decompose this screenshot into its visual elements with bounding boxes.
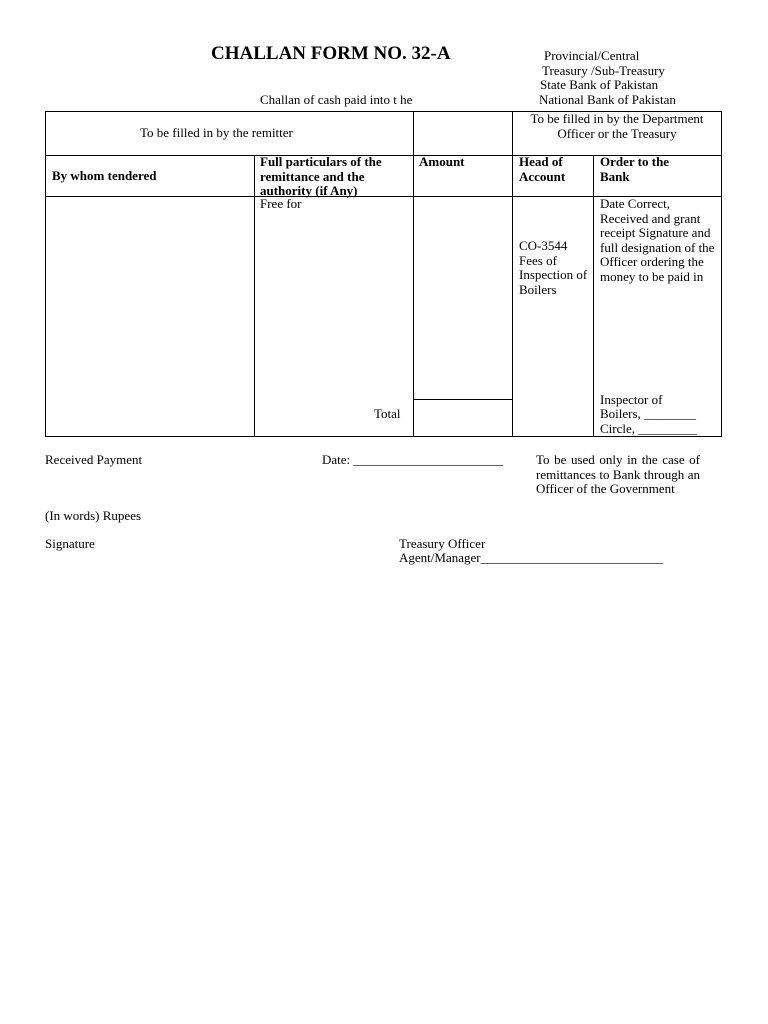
table-border-right [721,111,722,437]
received-payment-label: Received Payment [45,452,143,467]
total-line [414,399,512,400]
order-to-bank-value: Date Correct, Received and grant receipt Signature and full designation of the Officer ordering the money to be paid in [600,196,715,284]
treasury-line-4: National Bank of Pakistan [539,92,676,107]
remittance-note: To be used only in the case of remittances to Bank through an Officer of the Government [536,452,700,496]
treasury-line-3: State Bank of Pakistan [540,77,659,92]
col-by-whom-tendered: By whom tendered [52,168,157,183]
form-subtitle: Challan of cash paid into t he [260,92,413,107]
col-head-of-account: Head of Account [519,154,566,184]
col-divider-4 [593,155,594,437]
signature-label: Signature [45,536,95,551]
treasury-line-2: Treasury /Sub-Treasury [542,63,665,78]
inspector-line-1: Inspector of [600,392,663,407]
agent-manager-field: Agent/Manager____________________________ [399,550,663,565]
inspector-line-3: Circle, _________ [600,421,697,436]
head-of-account-value: CO-3544 Fees of Inspection of Boilers [519,238,588,297]
particulars-value: Free for [260,196,302,211]
table-border-left [45,111,46,437]
col-divider-2 [413,111,414,437]
col-full-particulars: Full particulars of the remittance and the authority (if Any) [260,154,382,198]
col-amount: Amount [419,154,465,169]
remitter-section-label: To be filled in by the remitter [140,125,293,140]
inspector-line-2: Boilers, ________ [600,406,697,421]
total-label: Total [374,406,401,421]
col-order-to-bank: Order to the Bank [600,154,670,184]
department-section-label: To be filled in by the Department Officer or the Treasury [530,111,704,141]
col-divider-3 [512,111,513,437]
form-title: CHALLAN FORM NO. 32-A [211,43,451,64]
treasury-officer-label: Treasury Officer [399,536,486,551]
col-divider-1 [254,155,255,437]
treasury-line-1: Provincial/Central [544,48,640,63]
in-words-rupees: (In words) Rupees [45,508,142,523]
date-field: Date: _______________________ [322,452,503,467]
